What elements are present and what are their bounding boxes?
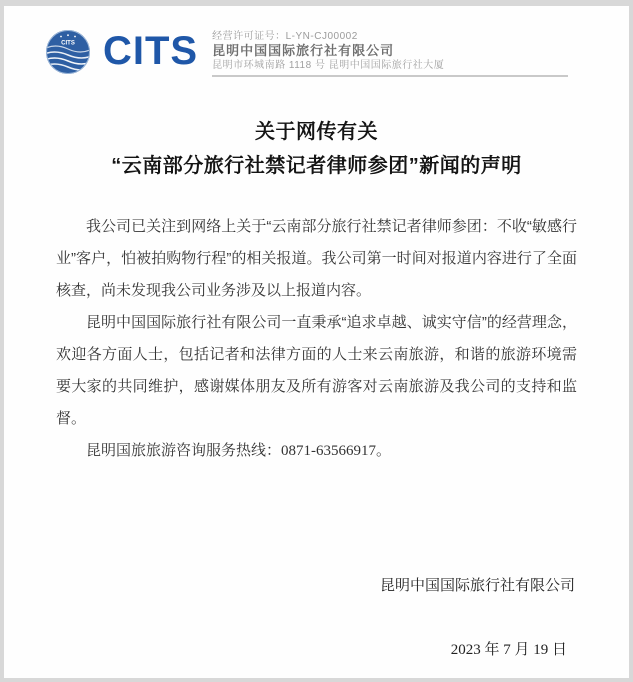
signature-company: 昆明中国国际旅行社有限公司 [379,577,575,594]
globe-inner-label: CITS [61,40,75,47]
signature-date: 2023 年 7 月 19 日 [450,642,567,658]
statement-title [4,115,629,183]
company-address-line: 昆明市环城南路 1118 号 昆明中国国际旅行社大厦 [212,60,445,71]
license-number-line: 经营许可证号：L-YN-CJ00002 [212,31,358,42]
statement-paragraph-1: 我公司已关注到网络上关于“云南部分旅行社禁记者律师参团：不收“敏感行业”客户，怕被拍购物行程”的相关报道。我公司第一时间对报道内容进行了全面核查，尚未发现我公司业务涉及以上报道内容。 [56,218,577,299]
statement-paragraph-2: 昆明中国国际旅行社有限公司一直秉承“追求卓越、诚实守信”的经营理念，欢迎各方面人士，包括记者和法律方面的人士来云南旅游，和谐的旅游环境需要大家的共同维护，感谢媒体朋友及所有游客对云南旅游及我公司的支持和监督。 [56,314,577,427]
statement-title-line2: “云南部分旅行社禁记者律师参团”新闻的声明 [111,155,522,177]
statement-page [4,6,629,678]
statement-body [56,211,577,467]
cits-wordmark: CITS [103,29,199,73]
statement-title-line1: 关于网传有关 [255,121,378,143]
letterhead-info [212,30,568,77]
company-name-line: 昆明中国国际旅行社有限公司 [212,43,395,58]
letterhead [44,28,629,77]
cits-globe-icon [44,28,92,76]
hotline-paragraph: 昆明国旅旅游咨询服务热线：0871-63566917。 [86,443,391,459]
